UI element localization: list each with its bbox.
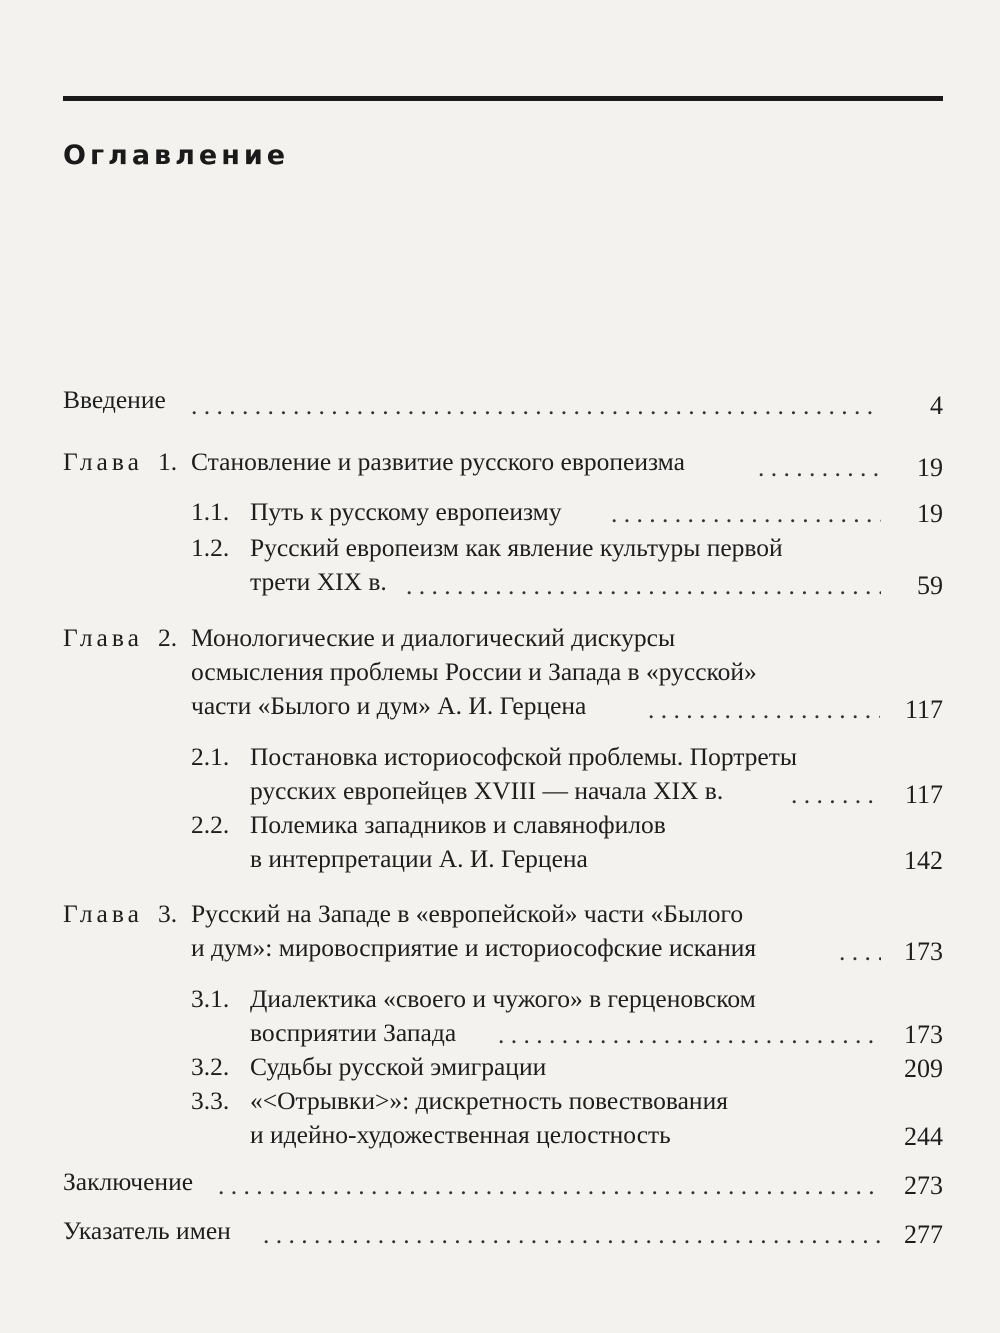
chapter-2-title-line1: Монологические и диалогический дискурсы — [191, 623, 676, 652]
chapter-3-label: Глава — [63, 899, 143, 928]
chapter-2-title-line2: осмысления проблемы России и Запада в «русской» — [191, 657, 757, 686]
section-1-2-title-line1: Русский европеизм как явление культуры первой — [250, 533, 783, 562]
toc-entry-index-page: 277 — [904, 1220, 943, 1249]
chapter-3-title-line1: Русский на Западе в «европейской» части «Былого — [191, 899, 744, 928]
section-3-3-page: 244 — [904, 1122, 943, 1151]
toc-leader-dots — [191, 389, 881, 423]
chapter-2-page: 117 — [904, 695, 943, 724]
chapter-3-number: 3. — [158, 899, 178, 928]
section-3-1-title-line2: восприятии Запада — [250, 1018, 457, 1047]
section-2-1-page: 117 — [904, 780, 943, 809]
page-title: Оглавление — [63, 140, 290, 171]
toc-leader-dots — [498, 1018, 881, 1052]
chapter-1-page: 19 — [917, 453, 943, 482]
section-1-2-number: 1.2. — [191, 533, 230, 562]
toc-entry-intro-page: 4 — [930, 391, 943, 420]
toc-leader-dots — [758, 451, 880, 485]
section-2-1-number: 2.1. — [191, 742, 230, 771]
toc-entry-intro-title: Введение — [63, 385, 166, 414]
toc-leader-dots — [263, 1218, 881, 1252]
chapter-1-title: Становление и развитие русского европеизма — [191, 447, 685, 476]
chapter-3-title-line2: и дум»: мировосприятие и историософские искания — [191, 933, 757, 962]
toc-entry-conclusion-page: 273 — [904, 1171, 943, 1200]
chapter-3-page: 173 — [904, 937, 943, 966]
toc-leader-dots — [218, 1169, 881, 1203]
chapter-2-title-line3: части «Былого и дум» А. И. Герцена — [191, 691, 587, 720]
section-2-2-number: 2.2. — [191, 810, 230, 839]
section-1-1-page: 19 — [917, 499, 943, 528]
section-3-2-number: 3.2. — [191, 1052, 230, 1081]
section-2-1-title-line1: Постановка историософской проблемы. Портреты — [250, 742, 798, 771]
chapter-1-label: Глава — [63, 447, 143, 476]
section-2-1-title-line2: русских европейцев XVIII — начала XIX в. — [250, 776, 724, 805]
top-rule — [63, 96, 943, 101]
toc-leader-dots — [648, 693, 880, 727]
chapter-2-number: 2. — [158, 623, 178, 652]
section-1-1-title: Путь к русскому европеизму — [250, 497, 562, 526]
section-3-1-page: 173 — [904, 1020, 943, 1049]
section-2-2-title-line2: в интерпретации А. И. Герцена — [250, 844, 588, 873]
section-3-2-page: 209 — [904, 1054, 943, 1083]
toc-entry-index-title: Указатель имен — [63, 1216, 231, 1245]
section-3-3-number: 3.3. — [191, 1086, 230, 1115]
toc-leader-dots — [611, 497, 881, 531]
section-3-1-title-line1: Диалектика «своего и чужого» в герценовском — [250, 984, 756, 1013]
section-1-1-number: 1.1. — [191, 497, 230, 526]
section-2-2-page: 142 — [904, 846, 943, 875]
toc-entry-conclusion-title: Заключение — [63, 1167, 194, 1196]
toc-leader-dots — [406, 569, 881, 603]
toc-leader-dots — [791, 778, 881, 812]
section-1-2-page: 59 — [917, 571, 943, 600]
section-3-2-title: Судьбы русской эмиграции — [250, 1052, 547, 1081]
section-3-3-title-line1: «<Отрывки>»: дискретность повествования — [250, 1086, 728, 1115]
section-1-2-title-line2: трети XIX в. — [250, 567, 387, 596]
chapter-2-label: Глава — [63, 623, 143, 652]
chapter-1-number: 1. — [158, 447, 178, 476]
section-3-1-number: 3.1. — [191, 984, 230, 1013]
section-3-3-title-line2: и идейно-художественная целостность — [250, 1120, 671, 1149]
section-2-2-title-line1: Полемика западников и славянофилов — [250, 810, 666, 839]
